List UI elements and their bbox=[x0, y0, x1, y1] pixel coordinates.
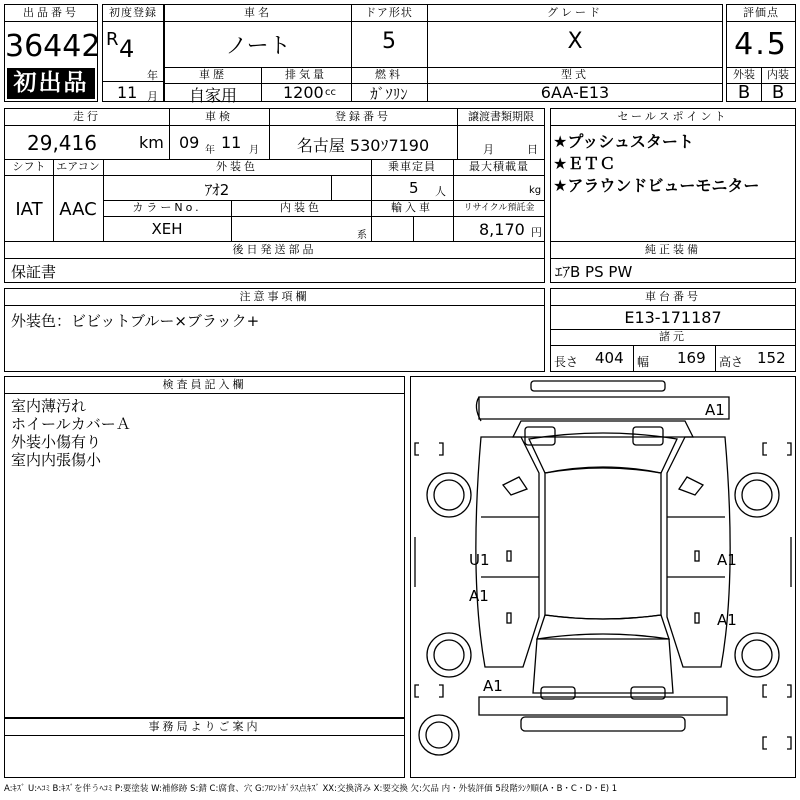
chassis-number: E13-171187 bbox=[624, 308, 722, 327]
mileage-unit: km bbox=[139, 133, 164, 152]
lot-number-box bbox=[4, 4, 101, 102]
era: R bbox=[106, 29, 119, 50]
doors: 5 bbox=[382, 29, 396, 54]
chassis-label: 車台番号 bbox=[551, 289, 795, 306]
plate-label: 登録番号 bbox=[269, 109, 457, 126]
mileage: 29,416 bbox=[27, 131, 97, 155]
genuine-equipment-value: ｴｱB PS PW bbox=[555, 263, 633, 281]
inspector-label: 検査員記入欄 bbox=[5, 377, 404, 394]
ext-color: ｱｵ2 bbox=[204, 181, 230, 199]
length: 404 bbox=[595, 349, 624, 367]
grade-label: グレード bbox=[427, 5, 723, 22]
later-parts-label: 後日発送部品 bbox=[5, 242, 544, 259]
width: 169 bbox=[677, 349, 706, 367]
displacement: 1200 bbox=[283, 83, 324, 102]
office-notice-box bbox=[4, 718, 405, 778]
car-outline-diagram bbox=[411, 377, 795, 777]
car-name: ノート bbox=[225, 34, 291, 59]
genuine-equipment-box bbox=[550, 241, 796, 283]
ac: AAC bbox=[59, 199, 97, 220]
shift: IAT bbox=[15, 199, 43, 220]
ext-color-label: 外装色 bbox=[103, 159, 371, 176]
transfer-month-unit: 月 bbox=[483, 143, 494, 156]
damage-mark: A1 bbox=[469, 587, 489, 605]
later-parts-value: 保証書 bbox=[11, 263, 57, 281]
registration-year: 4 bbox=[119, 35, 135, 63]
damage-mark: U1 bbox=[469, 551, 490, 569]
fuel-label: 燃料 bbox=[351, 67, 427, 84]
inspector-line: ホイールカバーＡ bbox=[11, 415, 131, 433]
lot-number: 36442 bbox=[5, 29, 101, 64]
inspector-line: 室内薄汚れ bbox=[11, 397, 87, 415]
grade: X bbox=[567, 29, 583, 54]
genuine-equipment-label: 純正装備 bbox=[551, 242, 795, 259]
score-label: 評価点 bbox=[727, 5, 795, 22]
first-registration-label: 初度登録 bbox=[103, 5, 163, 22]
history-label: 車歴 bbox=[165, 67, 261, 84]
sales-points-label: セールスポイント bbox=[551, 109, 795, 126]
inspector-box bbox=[4, 376, 405, 718]
sales-point-item: ★アラウンドビューモニター bbox=[553, 176, 760, 195]
exterior-grade-label: 外装 bbox=[727, 67, 761, 84]
plate: 名古屋 530ｿ7190 bbox=[296, 136, 430, 155]
legend-text: A:ｷｽﾞ U:ﾍｺﾐ B:ｷｽﾞを伴うﾍｺﾐ P:要塗装 W:補修跡 S:錆 C:腐食、穴 G:ﾌﾛﾝﾄｶﾞﾗｽ点ｷｽﾞ XX:交換済み X:要交換 欠:欠品 内・外装評価 5段階ﾗﾝｸ順(A・B・C・D・E) 1 bbox=[4, 784, 618, 794]
notes-value: 外装色：ビビットブルー×ブラック+ bbox=[11, 312, 260, 330]
max-load-unit: kg bbox=[529, 185, 542, 196]
doors-label: ドア形状 bbox=[351, 5, 427, 22]
sales-point-item: ★プッシュスタート bbox=[553, 132, 694, 151]
width-label: 幅 bbox=[637, 355, 650, 369]
interior-grade: B bbox=[771, 82, 785, 103]
damage-mark: A1 bbox=[705, 401, 725, 419]
damage-mark: A1 bbox=[717, 611, 737, 629]
exterior-grade: B bbox=[737, 82, 751, 103]
capacity-unit: 人 bbox=[435, 185, 446, 198]
height: 152 bbox=[757, 349, 786, 367]
interior-grade-label: 内装 bbox=[761, 67, 795, 84]
history: 自家用 bbox=[188, 86, 237, 105]
car-name-label: 車名 bbox=[165, 5, 351, 22]
office-notice-label: 事務局よりご案内 bbox=[5, 719, 404, 736]
displacement-unit: cc bbox=[325, 87, 336, 98]
transfer-label: 譲渡書類期限 bbox=[457, 109, 545, 126]
recycle-unit: 円 bbox=[531, 226, 542, 239]
capacity: 5 bbox=[409, 179, 419, 197]
ac-label: エアコン bbox=[53, 159, 103, 176]
transfer-day-unit: 日 bbox=[527, 143, 538, 156]
color-no-label: カラーNo. bbox=[103, 200, 231, 217]
damage-diagram bbox=[410, 376, 796, 778]
month-unit: 月 bbox=[147, 90, 158, 103]
score-box bbox=[726, 4, 796, 102]
lot-number-label: 出品番号 bbox=[5, 5, 97, 22]
int-color-label: 内装色 bbox=[231, 200, 371, 217]
inspection-month-unit: 月 bbox=[249, 145, 259, 156]
inspector-line: 外装小傷有り bbox=[11, 433, 102, 451]
year-unit: 年 bbox=[147, 69, 158, 82]
displacement-label: 排気量 bbox=[261, 67, 351, 84]
sales-points-box bbox=[550, 108, 796, 242]
damage-mark: A1 bbox=[483, 677, 503, 695]
max-load-label: 最大積載量 bbox=[453, 159, 545, 176]
mileage-label: 走行 bbox=[5, 109, 169, 126]
int-color-suffix: 系 bbox=[357, 230, 367, 241]
model-code: 6AA-E13 bbox=[540, 83, 610, 102]
fuel: ｶﾞｿﾘﾝ bbox=[370, 85, 408, 103]
score: 4.5 bbox=[734, 27, 788, 62]
color-no: XEH bbox=[151, 220, 183, 238]
details-grid bbox=[4, 108, 545, 242]
first-listing-badge: 初出品 bbox=[7, 68, 95, 99]
inspector-line: 室内内張傷小 bbox=[11, 451, 102, 469]
inspection-year-unit: 年 bbox=[205, 145, 215, 156]
specs-label: 諸元 bbox=[551, 329, 795, 346]
inspection-label: 車検 bbox=[169, 109, 269, 126]
notes-label: 注意事項欄 bbox=[5, 289, 544, 306]
first-registration-box bbox=[102, 4, 164, 102]
chassis-box bbox=[550, 288, 796, 372]
inspection-year: 09 bbox=[179, 133, 200, 152]
vehicle-info-grid bbox=[164, 4, 723, 105]
height-label: 高さ bbox=[719, 355, 744, 369]
notes-box bbox=[4, 288, 545, 372]
capacity-label: 乗車定員 bbox=[371, 159, 453, 176]
recycle-label: リサイクル預託金 bbox=[453, 200, 545, 217]
import-label: 輸入車 bbox=[371, 200, 453, 217]
model-code-label: 型式 bbox=[427, 67, 723, 84]
later-parts-box bbox=[4, 241, 545, 283]
inspection-month: 11 bbox=[221, 133, 242, 152]
damage-mark: A1 bbox=[717, 551, 737, 569]
registration-month: 11 bbox=[117, 83, 138, 102]
recycle-amount: 8,170 bbox=[479, 220, 525, 239]
sales-point-item: ★ＥＴＣ bbox=[553, 154, 616, 173]
shift-label: シフト bbox=[5, 159, 53, 176]
length-label: 長さ bbox=[554, 355, 579, 369]
